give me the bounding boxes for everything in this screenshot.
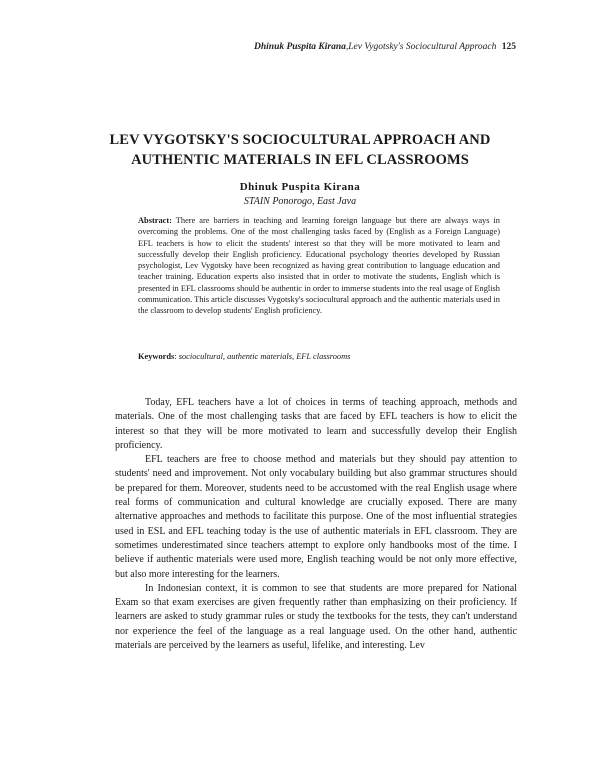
keywords-label: Keywords <box>138 352 175 361</box>
abstract-text: There are barriers in teaching and learning foreign language but there are always ways in overcoming the problems. One of the most challenging tasks faced by (English as a Foreign Language) EFL teachers is how to elicit the students' interest so that they will be more motivated to learn and successfully develop their English proficiency. Educational psychology theories developed by Russian psychologist, Lev Vygotsky have been recognized as having great contribution to language education and teacher training. Education experts also insisted that in order to motivate the students, English which is presented in EFL classrooms should be authentic in order to immerse students into the real usage of English communication. This article discusses Vygotsky's sociocultural approach and the authentic materials used in the classroom to develop students' English proficiency. <box>138 216 500 316</box>
keywords: Keywords: sociocultural, authentic materials, EFL classrooms <box>138 352 351 361</box>
body-paragraph-3: In Indonesian context, it is common to see that students are more prepared for National Exam so that exam exercises are given frequently rather than emphasizing on their proficiency. If learners are asked to study grammar rules or study the textbooks for the tests, they can't understand nor experience the feel of the language as a real language used. On the other hand, authentic materials are perceived by the learners as useful, lifelike, and interesting. Lev <box>115 582 517 652</box>
abstract <box>138 215 500 317</box>
author-affiliation: STAIN Ponorogo, East Java <box>243 196 357 207</box>
page-number: 125 <box>501 42 516 52</box>
running-head-title: ,Lev Vygotsky's Sociocultural Approach <box>345 42 497 52</box>
body-paragraph-1: Today, EFL teachers have a lot of choices in terms of teaching approach, methods and materials. One of the most challenging tasks that are faced by EFL teachers is how to elicit the interest so that they will be more motivated to learn and successfully develop their English proficiency. <box>115 397 517 451</box>
keywords-terms: sociocultural, authentic materials, EFL classrooms <box>178 352 351 361</box>
running-head-author: Dhinuk Puspita Kirana <box>254 42 346 52</box>
body-text <box>115 396 517 653</box>
author-name: Dhinuk Puspita Kirana <box>239 181 361 193</box>
article-title <box>90 130 510 170</box>
running-head <box>254 42 516 52</box>
article-title-line-2: AUTHENTIC MATERIALS IN EFL CLASSROOMS <box>131 152 469 168</box>
body-paragraph-2: EFL teachers are free to choose method and materials but they should pay attention to students' need and improvement. Not only vocabulary building but also grammar structures should be prepared for them. Moreover, students need to be accustomed with the real English usage where real forms of communication and cultural knowledge are crucially exposed. There are many alternative approaches and methods to facilitate this purpose. One of the most influential strategies used in ESL and EFL teaching today is the use of authentic materials in EFL classroom. They are sometimes underestimated since teachers attempt to explore only handbooks most of the time. I believe if authentic materials were used more, English teaching would be not only more effective, but also more interesting for the learners. <box>115 454 517 580</box>
article-title-line-1: LEV VYGOTSKY'S SOCIOCULTURAL APPROACH AND <box>109 132 491 148</box>
abstract-label: Abstract: <box>138 216 172 225</box>
